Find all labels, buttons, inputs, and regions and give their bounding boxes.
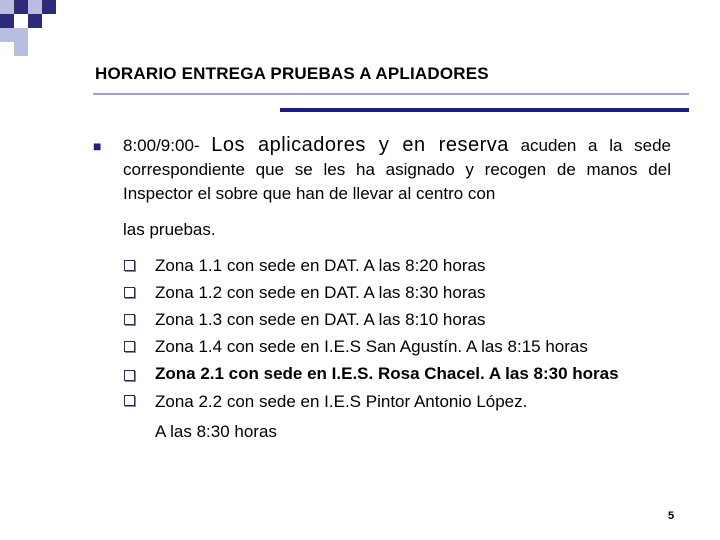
checkbox-bullet-icon	[124, 260, 135, 271]
checkbox-bullet-icon	[124, 287, 135, 298]
list-item	[124, 387, 672, 447]
list-item	[124, 360, 672, 387]
slide-title: HORARIO ENTREGA PRUEBAS A APLIADORES	[95, 64, 489, 83]
deco-square	[0, 28, 14, 42]
list-item	[124, 333, 672, 360]
title-divider-thin	[93, 93, 689, 95]
intro-time: 8:00/9:00-	[123, 136, 212, 155]
deco-square	[28, 14, 42, 28]
deco-square	[42, 0, 56, 14]
deco-square	[28, 28, 42, 42]
intro-body: acuden a la sede correspondiente que se les ha asignado y recogen de manos del Inspector el sobre que han de llevar al centro con	[123, 136, 672, 203]
deco-square	[14, 42, 28, 56]
deco-square	[14, 28, 28, 42]
deco-square	[0, 14, 14, 28]
checkbox-bullet-icon	[124, 341, 135, 352]
checkbox-bullet-icon	[124, 314, 135, 325]
deco-square	[28, 0, 42, 14]
deco-square	[14, 0, 28, 14]
deco-square	[56, 0, 70, 14]
list-item-text: Zona 1.1 con sede en DAT. A las 8:20 horas	[155, 256, 486, 275]
list-item	[124, 306, 672, 333]
zone-list	[124, 252, 672, 447]
deco-square	[14, 14, 28, 28]
list-item	[124, 279, 672, 306]
list-item-text: Zona 1.2 con sede en DAT. A las 8:30 horas	[155, 283, 486, 302]
list-item-text: Zona 1.4 con sede en I.E.S San Agustín. A las 8:15 horas	[155, 337, 588, 356]
list-item-text: Zona 2.2 con sede en I.E.S Pintor Antonio López.	[155, 392, 528, 411]
checkbox-bullet-icon	[124, 395, 135, 406]
intro-paragraph	[123, 133, 671, 206]
page-number: 5	[668, 510, 675, 522]
list-item-text-continued: A las 8:30 horas	[155, 422, 277, 441]
square-bullet-icon: ■	[93, 138, 102, 154]
list-item-text: Zona 1.3 con sede en DAT. A las 8:10 horas	[155, 310, 486, 329]
checkbox-bullet-icon	[124, 370, 135, 381]
title-divider-thick	[280, 108, 689, 112]
deco-square	[0, 0, 14, 14]
list-item	[124, 252, 672, 279]
intro-emphasis: Los aplicadores y en reserva	[211, 134, 509, 156]
intro-last-line: las pruebas.	[123, 220, 216, 239]
list-item-text: Zona 2.1 con sede en I.E.S. Rosa Chacel. A las 8:30 horas	[155, 364, 619, 383]
